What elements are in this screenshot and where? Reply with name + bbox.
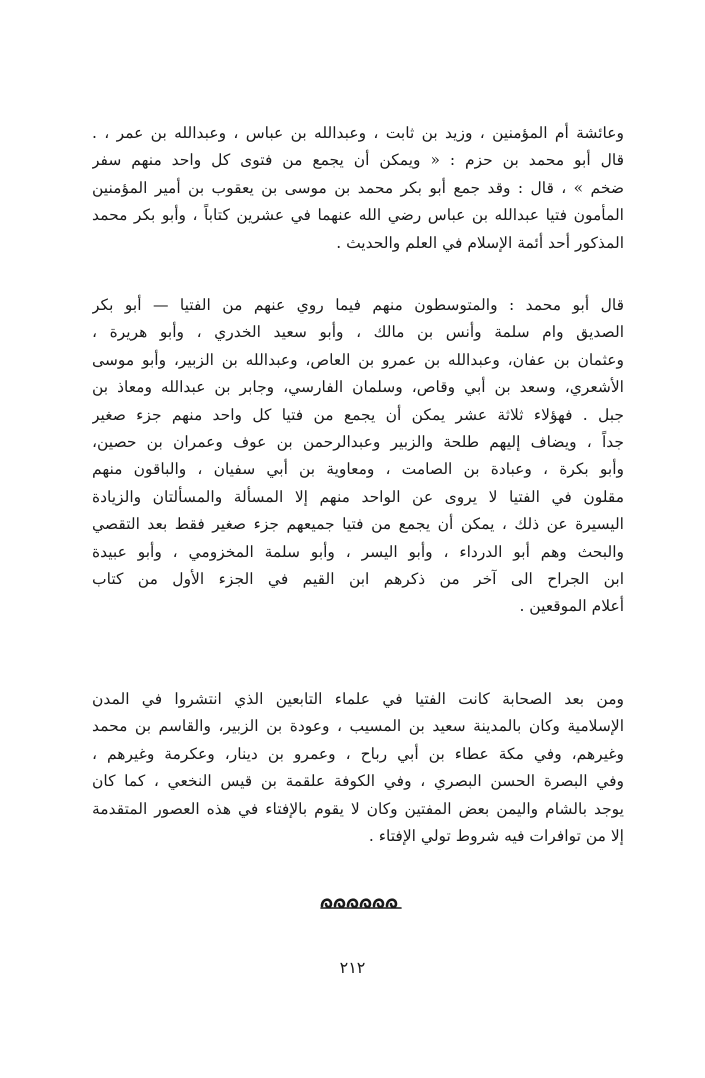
paragraph-line: الصديق وام سلمة وأنس بن مالك ، وأبو سعيد الخدري ، وأبو هريرة ، xyxy=(92,323,624,342)
paragraph-line: المذكور أحد أئمة الإسلام في العلم والحديث . xyxy=(336,233,624,252)
paragraph-line: قال أبو محمد : والمتوسطون منهم فيما روي عنهم من الفتيا — أبو بكر xyxy=(92,296,624,314)
paragraph-line: وأبو بكرة ، وعبادة بن الصامت ، ومعاوية بن أبي سفيان ، والباقون منهم xyxy=(92,460,624,479)
paragraph-line: وعائشة أم المؤمنين ، وزيد بن ثابت ، وعبدالله بن عباس ، وعبدالله بن عمر ، . xyxy=(92,124,624,142)
paragraph-3 xyxy=(92,686,624,850)
paragraph-line: وفي البصرة الحسن البصري ، وفي الكوفة علقمة بن قيس النخعي ، كما كان xyxy=(92,772,624,791)
paragraph-line: أعلام الموقعين . xyxy=(519,597,624,616)
paragraph-line: إلا من توافرات فيه شروط تولي الإفتاء . xyxy=(368,827,624,846)
paragraph-line: يوجد بالشام واليمن بعض المفتين وكان لا يقوم بالإفتاء في هذه العصور المتقدمة xyxy=(92,799,624,818)
paragraph-1 xyxy=(92,120,624,257)
paragraph-line: اليسيرة عن ذلك ، يمكن أن يجمع من فتيا جميعهم جزء صغير فقط بعد التقصي xyxy=(92,515,624,534)
paragraph-2 xyxy=(92,292,624,621)
paragraph-line: الأشعري، وسعد بن أبي وقاص، وسلمان الفارسي، وجابر بن عبدالله ومعاذ بن xyxy=(92,378,624,397)
wave-ornament-divider-icon xyxy=(318,893,404,913)
paragraph-line: مقلون في الفتيا لا يروى عن الواحد منهم إلا المسألة والمسألتان والزيادة xyxy=(92,487,624,506)
paragraph-line: المأمون فتيا عبدالله بن عباس رضي الله عنهما في عشرين كتاباً ، وأبو بكر محمد xyxy=(92,206,624,225)
paragraph-line: جداً ، ويضاف إليهم طلحة والزبير وعبدالرحمن بن عوف وعمران بن حصين، xyxy=(92,433,624,452)
paragraph-line: وغيرهم، وفي مكة عطاء بن أبي رباح ، وعمرو بن دينار، وعكرمة وغيرهم ، xyxy=(92,744,624,763)
paragraph-line: ومن بعد الصحابة كانت الفتيا في علماء التابعين الذي انتشروا في المدن xyxy=(92,690,624,708)
paragraph-line: ابن الجراح الى آخر من ذكرهم ابن القيم في الجزء الأول من كتاب xyxy=(92,570,624,589)
page-number: ٢١٢ xyxy=(339,958,366,977)
paragraph-line: ضخم » ، قال : وقد جمع أبو بكر محمد بن موسى بن يعقوب بن أمير المؤمنين xyxy=(92,178,624,197)
paragraph-line: قال أبو محمد بن حزم : « ويمكن أن يجمع من فتوى كل واحد منهم سفر xyxy=(92,151,624,170)
paragraph-line: جبل . فهؤلاء ثلاثة عشر يمكن أن يجمع من فتيا كل واحد منهم جزء صغير xyxy=(92,405,624,424)
paragraph-line: والبحث وهم أبو الدرداء ، وأبو اليسر ، وأبو سلمة المخزومي ، وأبو عبيدة xyxy=(92,542,624,561)
paragraph-line: وعثمان بن عفان، وعبدالله بن عمرو بن العاص، وعبدالله بن الزبير، وأبو موسى xyxy=(92,350,624,369)
paragraph-line: الإسلامية وكان بالمدينة سعيد بن المسيب ، وعودة بن الزبير، والقاسم بن محمد xyxy=(92,717,624,736)
